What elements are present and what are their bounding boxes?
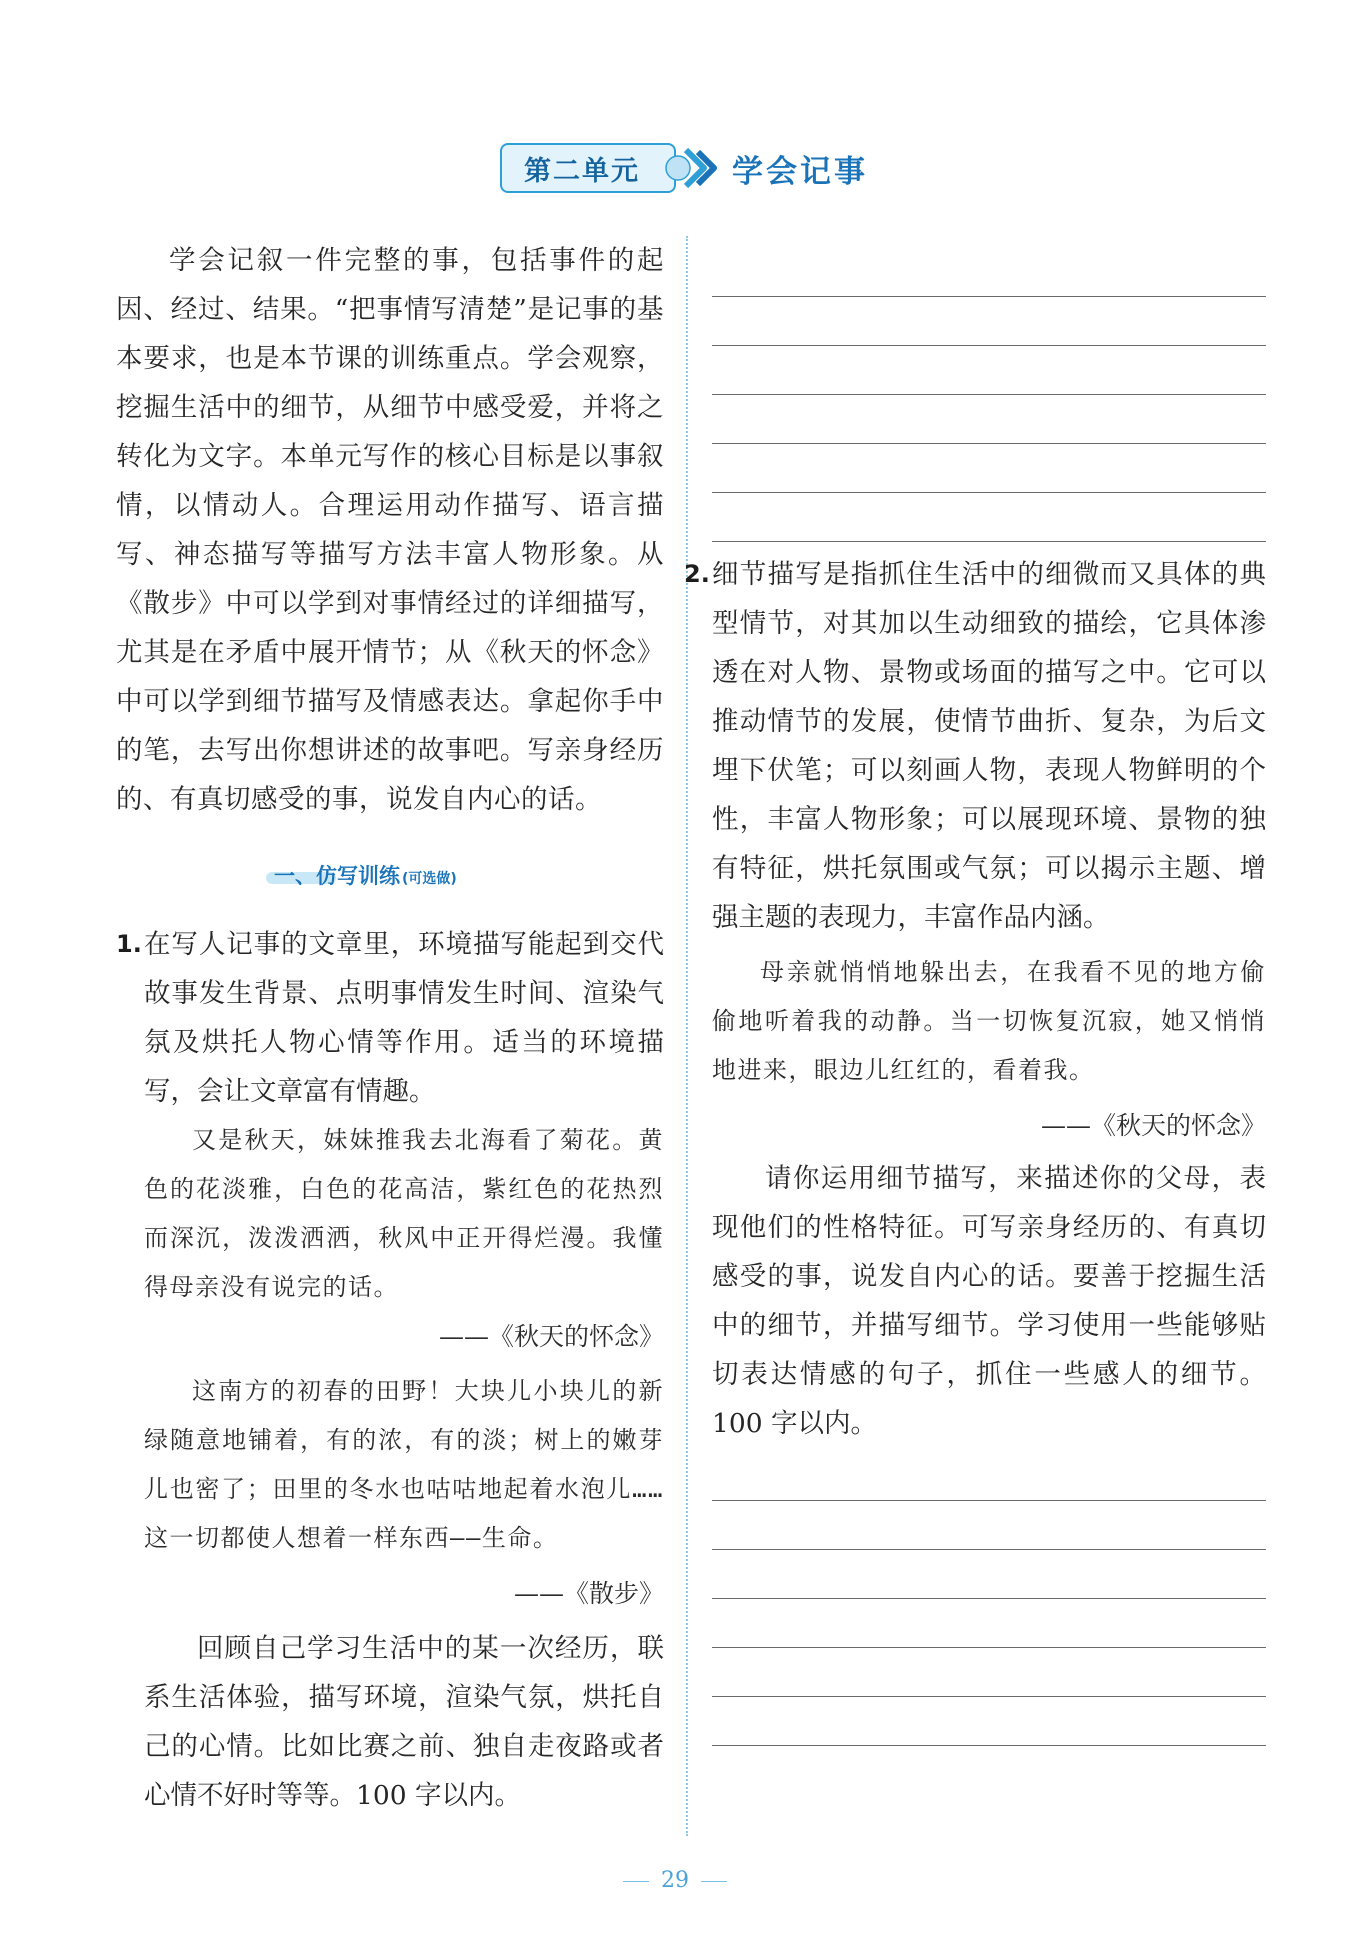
answer-lines-2[interactable]	[712, 1452, 1266, 1746]
excerpt-walk: 这南方的初春的田野！大块儿小块儿的新绿随意地铺着，有的浓，有的淡；树上的嫩芽儿也密了；田里的冬水也咕咕地起着水泡儿……这一切都使人想着一样东西——生命。	[144, 1377, 664, 1552]
exercise-2-instruction: 细节描写是指抓住生活中的细微而又具体的典型情节，对其加以生动细致的描绘，它具体渗透在对人物、景物或场面的描写之中。它可以推动情节的发展，使情节曲折、复杂，为后文埋下伏笔；可以刻画人物，表现人物鲜明的个性，丰富人物形象；可以展现环境、景物的独有特征，烘托氛围或气氛；可以揭示主题、增强主题的表现力，丰富作品内涵。	[712, 559, 1266, 933]
excerpt-walk-source: ——《散步》	[513, 1579, 664, 1608]
section-title-note: (可选做)	[402, 871, 457, 887]
answer-line[interactable]	[712, 1599, 1266, 1648]
exercise-number: 1.	[116, 930, 142, 958]
exercise-2	[684, 550, 1266, 942]
exercise-1	[116, 920, 664, 1820]
unit-topic: 学会记事	[732, 153, 868, 190]
answer-line[interactable]	[712, 346, 1266, 395]
page-number-text: 29	[661, 1868, 689, 1893]
left-column	[116, 236, 664, 1820]
page-number-dash	[701, 1881, 727, 1882]
answer-line[interactable]	[712, 248, 1266, 297]
answer-line[interactable]	[712, 1452, 1266, 1501]
exercise-2-task: 请你运用细节描写，来描述你的父母，表现他们的性格特征。可写亲身经历的、有真切感受的事，说发自内心的话。要善于挖掘生活中的细节，并描写细节。学习使用一些能够贴切表达情感的句子，抓住一些感人的细节。100 字以内。	[712, 1163, 1266, 1439]
answer-line[interactable]	[712, 395, 1266, 444]
answer-line[interactable]	[712, 297, 1266, 346]
exercise-1-instruction: 在写人记事的文章里，环境描写能起到交代故事发生背景、点明事情发生时间、渲染气氛及烘托人物心情等作用。适当的环境描写，会让文章富有情趣。	[144, 929, 664, 1107]
answer-line[interactable]	[712, 493, 1266, 542]
answer-line[interactable]	[712, 1501, 1266, 1550]
page-number	[0, 1868, 1350, 1893]
excerpt-autumn-2-source: ——《秋天的怀念》	[1040, 1111, 1266, 1140]
answer-line[interactable]	[712, 1697, 1266, 1746]
chevron-right-icon	[658, 144, 720, 192]
answer-line[interactable]	[712, 444, 1266, 493]
section-title-text: 一、仿写训练	[270, 860, 400, 890]
page-number-dash	[623, 1881, 649, 1882]
column-divider	[686, 236, 688, 1836]
answer-line[interactable]	[712, 1550, 1266, 1599]
exercise-number: 2.	[684, 560, 710, 588]
section-title	[270, 860, 664, 890]
unit-header	[500, 144, 868, 192]
intro-paragraph: 学会记叙一件完整的事，包括事件的起因、经过、结果。“把事情写清楚”是记事的基本要求，也是本节课的训练重点。学会观察，挖掘生活中的细节，从细节中感受爱，并将之转化为文字。本单元写作的核心目标是以事叙情，以情动人。合理运用动作描写、语言描写、神态描写等描写方法丰富人物形象。从《散步》中可以学到对事情经过的详细描写，尤其是在矛盾中展开情节；从《秋天的怀念》中可以学到细节描写及情感表达。拿起你手中的笔，去写出你想讲述的故事吧。写亲身经历的、有真切感受的事，说发自内心的话。	[116, 245, 664, 815]
exercise-1-task: 回顾自己学习生活中的某一次经历，联系生活体验，描写环境，渲染气氛，烘托自己的心情。比如比赛之前、独自走夜路或者心情不好时等等。100 字以内。	[144, 1633, 664, 1811]
excerpt-autumn-source: ——《秋天的怀念》	[438, 1322, 664, 1351]
answer-lines-1[interactable]	[712, 248, 1266, 542]
right-column	[684, 248, 1266, 1746]
excerpt-autumn-2: 母亲就悄悄地躲出去，在我看不见的地方偷偷地听着我的动静。当一切恢复沉寂，她又悄悄地进来，眼边儿红红的，看着我。	[712, 958, 1266, 1084]
unit-label: 第二单元	[500, 143, 676, 193]
excerpt-autumn: 又是秋天，妹妹推我去北海看了菊花。黄色的花淡雅，白色的花高洁，紫红色的花热烈而深沉，泼泼洒洒，秋风中正开得烂漫。我懂得母亲没有说完的话。	[144, 1126, 664, 1301]
answer-line[interactable]	[712, 1648, 1266, 1697]
